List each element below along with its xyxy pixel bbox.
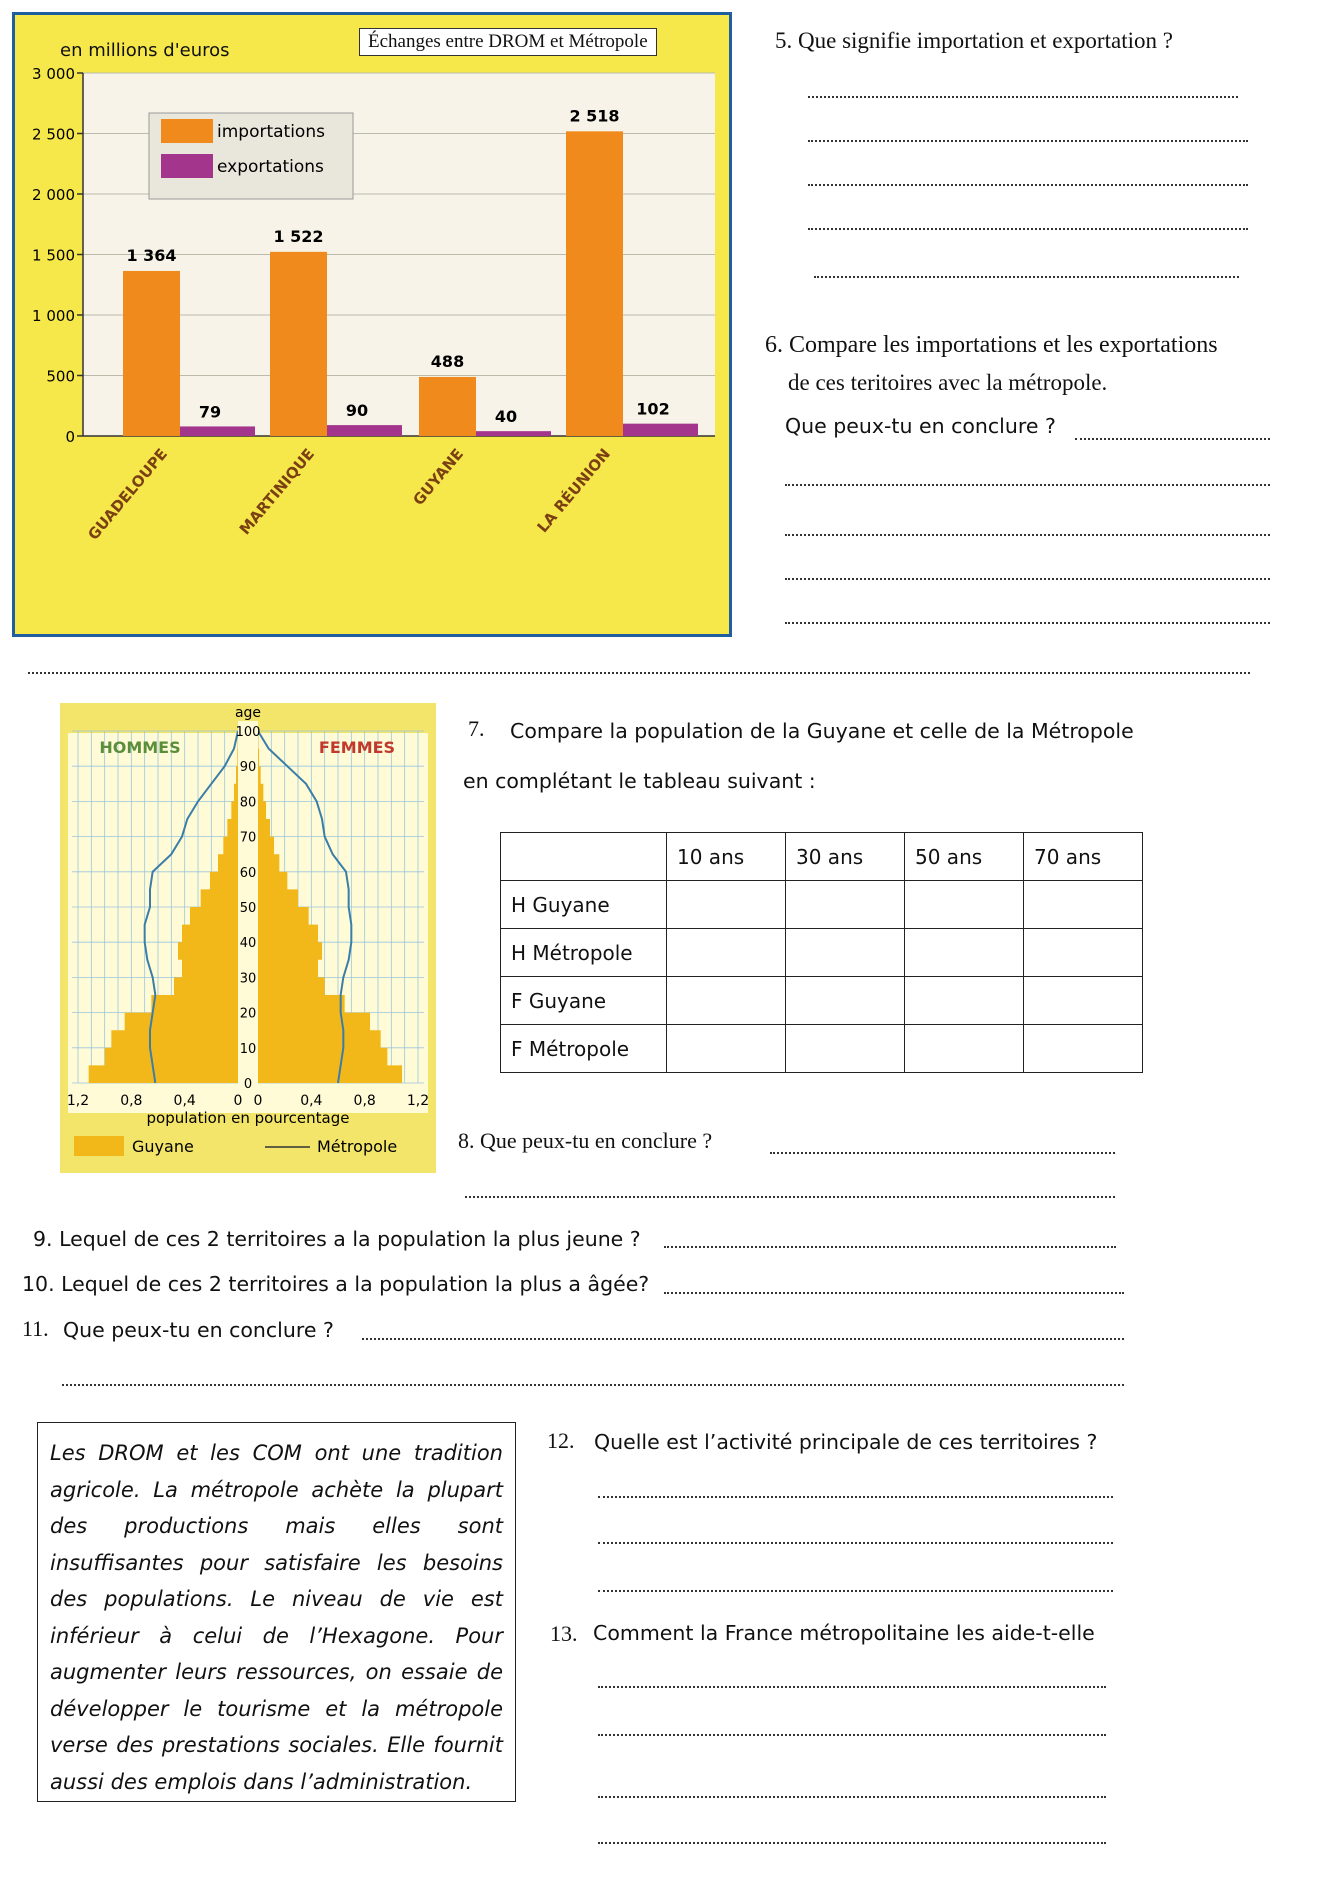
x-tick-label: 0: [233, 1093, 243, 1109]
age-tick-label: 30: [239, 971, 257, 987]
answer-line[interactable]: [598, 1796, 1106, 1798]
import-bar: [123, 271, 180, 436]
import-bar: [566, 131, 623, 436]
y-tick-label: 2 000: [32, 186, 75, 204]
legend-swatch-importations: [161, 119, 213, 143]
table-row: [501, 977, 1143, 1025]
y-tick-label: 2 500: [32, 125, 75, 144]
table-answer-cell[interactable]: [1024, 1025, 1143, 1073]
age-tick-label: 80: [239, 795, 257, 811]
category-label: GUYANE: [409, 445, 468, 509]
table-header-cell: 30 ans: [786, 833, 905, 881]
section-divider: [28, 672, 1250, 674]
table-header-cell: 10 ans: [667, 833, 786, 881]
question-11: Que peux-tu en conclure ?: [63, 1318, 334, 1342]
men-label: HOMMES: [99, 738, 181, 757]
import-bar: [419, 377, 476, 436]
age-tick-label: 10: [239, 1041, 257, 1057]
answer-line[interactable]: [785, 578, 1270, 580]
table-answer-cell[interactable]: [1024, 977, 1143, 1025]
table-answer-cell[interactable]: [786, 1025, 905, 1073]
answer-line[interactable]: [664, 1246, 1116, 1248]
table-answer-cell[interactable]: [786, 929, 905, 977]
question-6-conclude: Que peux-tu en conclure ?: [785, 414, 1056, 438]
export-value-label: 79: [198, 402, 222, 422]
legend-swatch-exportations: [161, 154, 213, 178]
table-answer-cell[interactable]: [786, 977, 905, 1025]
question-12: Quelle est l’activité principale de ces territoires ?: [594, 1430, 1098, 1454]
question-7-line1: Compare la population de la Guyane et celle de la Métropole: [510, 719, 1134, 743]
question-9: 9. Lequel de ces 2 territoires a la population la plus jeune ?: [33, 1227, 641, 1251]
table-row-header: F Métropole: [501, 1025, 667, 1073]
age-tick-label: 70: [239, 830, 257, 846]
answer-line[interactable]: [770, 1152, 1115, 1154]
age-axis-label: age: [234, 705, 262, 721]
age-pyramid-svg: [60, 703, 436, 1173]
x-tick-label: 0,4: [173, 1093, 196, 1109]
age-tick-label: 40: [239, 936, 257, 952]
table-row: [501, 929, 1143, 977]
answer-line[interactable]: [814, 276, 1239, 278]
x-tick-label: 1,2: [406, 1093, 430, 1109]
table-row: [501, 881, 1143, 929]
export-value-label: 40: [494, 407, 518, 427]
table-row-header: H Métropole: [501, 929, 667, 977]
category-label: MARTINIQUE: [235, 445, 319, 539]
table-answer-cell[interactable]: [905, 881, 1024, 929]
table-answer-cell[interactable]: [667, 929, 786, 977]
export-bar: [180, 426, 255, 436]
answer-line[interactable]: [1075, 438, 1270, 440]
women-label: FEMMES: [318, 738, 396, 757]
table-answer-cell[interactable]: [905, 977, 1024, 1025]
x-tick-label: 0,8: [353, 1093, 376, 1109]
answer-line[interactable]: [598, 1496, 1113, 1498]
answer-line[interactable]: [598, 1590, 1113, 1592]
table-row-header: H Guyane: [501, 881, 667, 929]
answer-line[interactable]: [808, 140, 1248, 142]
table-answer-cell[interactable]: [1024, 881, 1143, 929]
question-13-number: 13.: [550, 1621, 578, 1646]
info-text-box: Les DROM et les COM ont une tradition agricole. La métropole achète la plupart des productions mais elles sont insuffisantes pour satisfaire les besoins des populations. Le niveau de vie est inférieur à celui de l’Hexagone. Pour augmenter leurs ressources, on essaie de développer le tourisme et la métropole verse des prestations sociales. Elle fournit aussi des emplois dans l’administration.: [37, 1422, 516, 1802]
y-tick-label: 500: [46, 367, 75, 386]
answer-line[interactable]: [785, 622, 1270, 624]
table-answer-cell[interactable]: [786, 881, 905, 929]
age-tick-label: 20: [239, 1006, 257, 1022]
trade-bar-chart: [12, 12, 732, 637]
table-header-cell: 70 ans: [1024, 833, 1143, 881]
import-value-label: 1 522: [273, 226, 324, 246]
answer-line[interactable]: [598, 1542, 1113, 1544]
question-6-line1: 6. Compare les importations et les exportations: [765, 332, 1218, 358]
answer-line[interactable]: [362, 1338, 1124, 1340]
answer-line[interactable]: [808, 184, 1248, 186]
answer-line[interactable]: [808, 228, 1248, 230]
answer-line[interactable]: [785, 534, 1270, 536]
y-tick-label: 1 000: [32, 307, 75, 325]
answer-line[interactable]: [598, 1734, 1106, 1736]
legend-swatch-guyane: [74, 1136, 124, 1156]
answer-line[interactable]: [664, 1292, 1124, 1294]
table-header-cell: 50 ans: [905, 833, 1024, 881]
answer-line[interactable]: [598, 1686, 1106, 1688]
age-tick-label: 100: [235, 725, 261, 740]
x-tick-label: 0,8: [120, 1093, 143, 1109]
x-tick-label: 0,4: [300, 1093, 323, 1109]
age-tick-label: 60: [239, 865, 257, 881]
table-answer-cell[interactable]: [905, 1025, 1024, 1073]
question-13: Comment la France métropolitaine les aide-t-elle: [593, 1621, 1095, 1645]
category-label: GUADELOUPE: [84, 445, 172, 544]
y-tick-label: 1 500: [32, 246, 75, 265]
import-value-label: 1 364: [126, 245, 177, 265]
table-corner-cell: [501, 833, 667, 881]
trade-bar-chart-svg: [15, 15, 729, 634]
category-label: LA RÉUNION: [533, 445, 615, 537]
question-8-text: 8. Que peux-tu en conclure ?: [458, 1128, 713, 1153]
export-bar: [327, 425, 402, 436]
answer-line[interactable]: [465, 1196, 1115, 1198]
age-tick-label: 90: [239, 760, 257, 776]
legend-label-guyane: Guyane: [132, 1137, 194, 1156]
table-answer-cell[interactable]: [667, 977, 786, 1025]
table-answer-cell[interactable]: [1024, 929, 1143, 977]
legend-label-metropole: Métropole: [317, 1137, 398, 1156]
population-table: [500, 832, 1143, 1073]
table-row-header: F Guyane: [501, 977, 667, 1025]
export-bar: [476, 431, 551, 436]
question-12-number: 12.: [547, 1428, 575, 1453]
age-tick-label: 50: [239, 901, 257, 916]
answer-line[interactable]: [598, 1842, 1106, 1844]
x-axis-label: population en pourcentage: [146, 1109, 350, 1127]
question-7-number: 7.: [468, 716, 485, 741]
legend-label-exportations: exportations: [217, 157, 324, 177]
chart-title: Échanges entre DROM et Métropole: [359, 28, 657, 56]
question-7-line2: en complétant le tableau suivant :: [463, 769, 816, 793]
question-11-number: 11.: [22, 1316, 49, 1341]
export-value-label: 102: [636, 399, 670, 419]
x-tick-label: 1,2: [66, 1093, 90, 1109]
question-8: [458, 1128, 712, 1154]
answer-line[interactable]: [62, 1384, 1124, 1386]
y-tick-label: 0: [65, 428, 75, 446]
export-bar: [623, 424, 698, 436]
chart-unit-label: en millions d'euros: [60, 40, 230, 61]
question-10: 10. Lequel de ces 2 territoires a la population la plus a âgée?: [22, 1272, 650, 1296]
import-value-label: 488: [430, 351, 465, 371]
import-value-label: 2 518: [569, 106, 620, 126]
import-bar: [270, 252, 327, 436]
export-value-label: 90: [345, 401, 369, 421]
table-row: [501, 1025, 1143, 1073]
age-pyramid: [60, 703, 436, 1173]
x-tick-label: 0: [253, 1093, 263, 1109]
y-tick-label: 3 000: [32, 65, 75, 83]
question-6-line2: de ces teritoires avec la métropole.: [788, 370, 1108, 395]
question-5: 5. Que signifie importation et exportation ?: [775, 28, 1173, 53]
table-answer-cell[interactable]: [905, 929, 1024, 977]
answer-line[interactable]: [808, 96, 1238, 98]
table-answer-cell[interactable]: [667, 1025, 786, 1073]
table-header-row: [501, 833, 1143, 881]
table-answer-cell[interactable]: [667, 881, 786, 929]
answer-line[interactable]: [785, 484, 1270, 486]
age-tick-label: 0: [243, 1077, 253, 1092]
legend-label-importations: importations: [217, 122, 325, 142]
